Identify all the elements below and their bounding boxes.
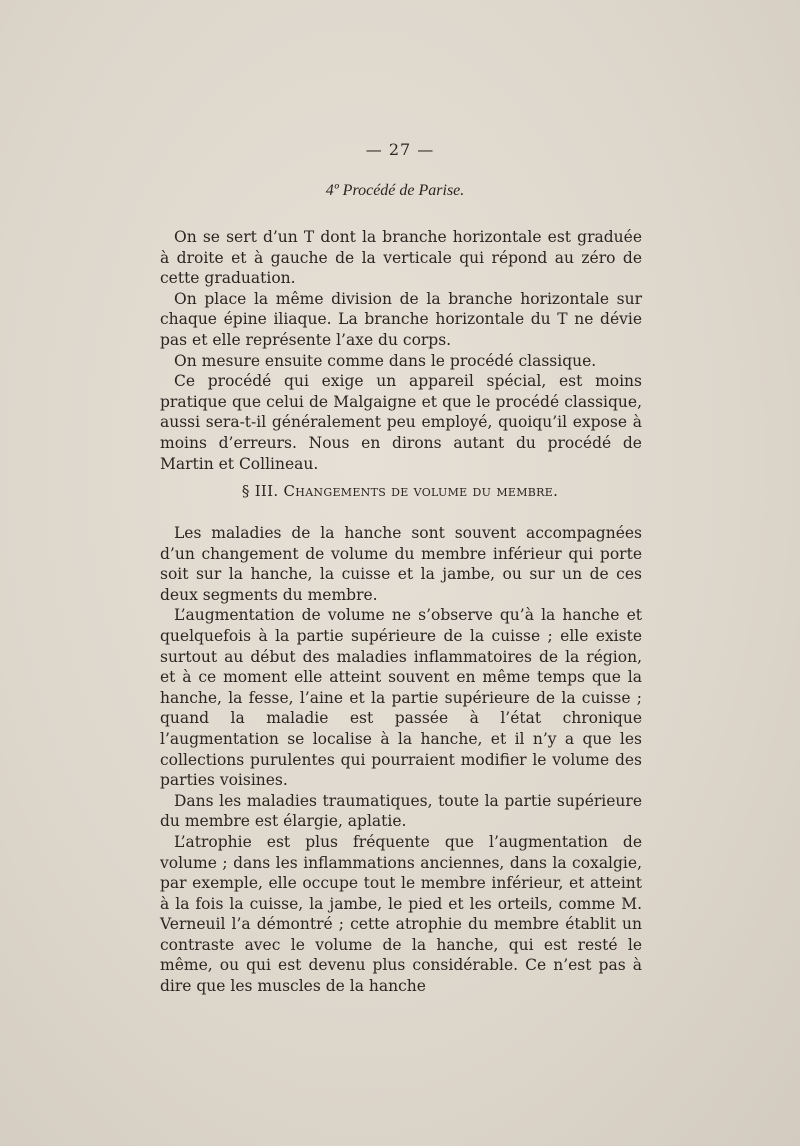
paragraph: L’augmentation de volume ne s’observe qu’à la hanche et quelquefois à la partie supérieure de la cuisse ; elle existe surtout au début des maladies inflammatoires de la région, et à ce moment elle atteint souvent en même temps que la hanche, la fesse, l’aine et la partie supérieure de la cuisse ; quand la maladie est passée à l’état chronique l’augmentation se localise à la hanche, et il n’y a que les collections purulentes qui pourraient modifier le volume des parties voisines. [160, 606, 642, 790]
section-heading: § III. Changements de volume du membre. [241, 482, 559, 500]
paragraph: L’atrophie est plus fréquente que l’augmentation de volume ; dans les inflammations anciennes, dans la coxalgie, par exemple, elle occupe tout le membre inférieur, et atteint à la fois la cuisse, la jambe, le pied et les orteils, comme M. Verneuil l’a démontré ; cette atrophie du membre établit un contraste avec le volume de la hanche, qui est resté le même, ou qui est devenu plus considérable. Ce n’est pas à dire que les muscles de la hanche [160, 832, 642, 996]
section-title: 4º Procédé de Parise. [325, 182, 465, 199]
paragraph: On mesure ensuite comme dans le procédé classique. [174, 351, 597, 370]
paragraph: On place la même division de la branche horizontale sur chaque épine iliaque. La branche horizontale du T ne dévie pas et elle représente l’axe du corps. [160, 289, 642, 349]
paragraph: Ce procédé qui exige un appareil spécial, est moins pratique que celui de Malgaigne et que le procédé classique, aussi sera-t-il généralement peu employé, quoiqu’il expose à moins d’erreurs. Nous en dirons autant du procédé de Martin et Collineau. [160, 372, 642, 473]
paragraph: Les maladies de la hanche sont souvent accompagnées d’un changement de volume du membre inférieur qui porte soit sur la hanche, la cuisse et la jambe, ou sur un de ces deux segments du membre. [160, 524, 642, 604]
text-block-volume [160, 523, 642, 997]
text-block-parise [160, 227, 642, 474]
paragraph: On se sert d’un T dont la branche horizontale est graduée à droite et à gauche de la verticale qui répond au zéro de cette graduation. [160, 228, 642, 288]
paragraph: Dans les maladies traumatiques, toute la partie supérieure du membre est élargie, aplatie. [160, 791, 642, 831]
page-number: — 27 — [365, 140, 435, 159]
